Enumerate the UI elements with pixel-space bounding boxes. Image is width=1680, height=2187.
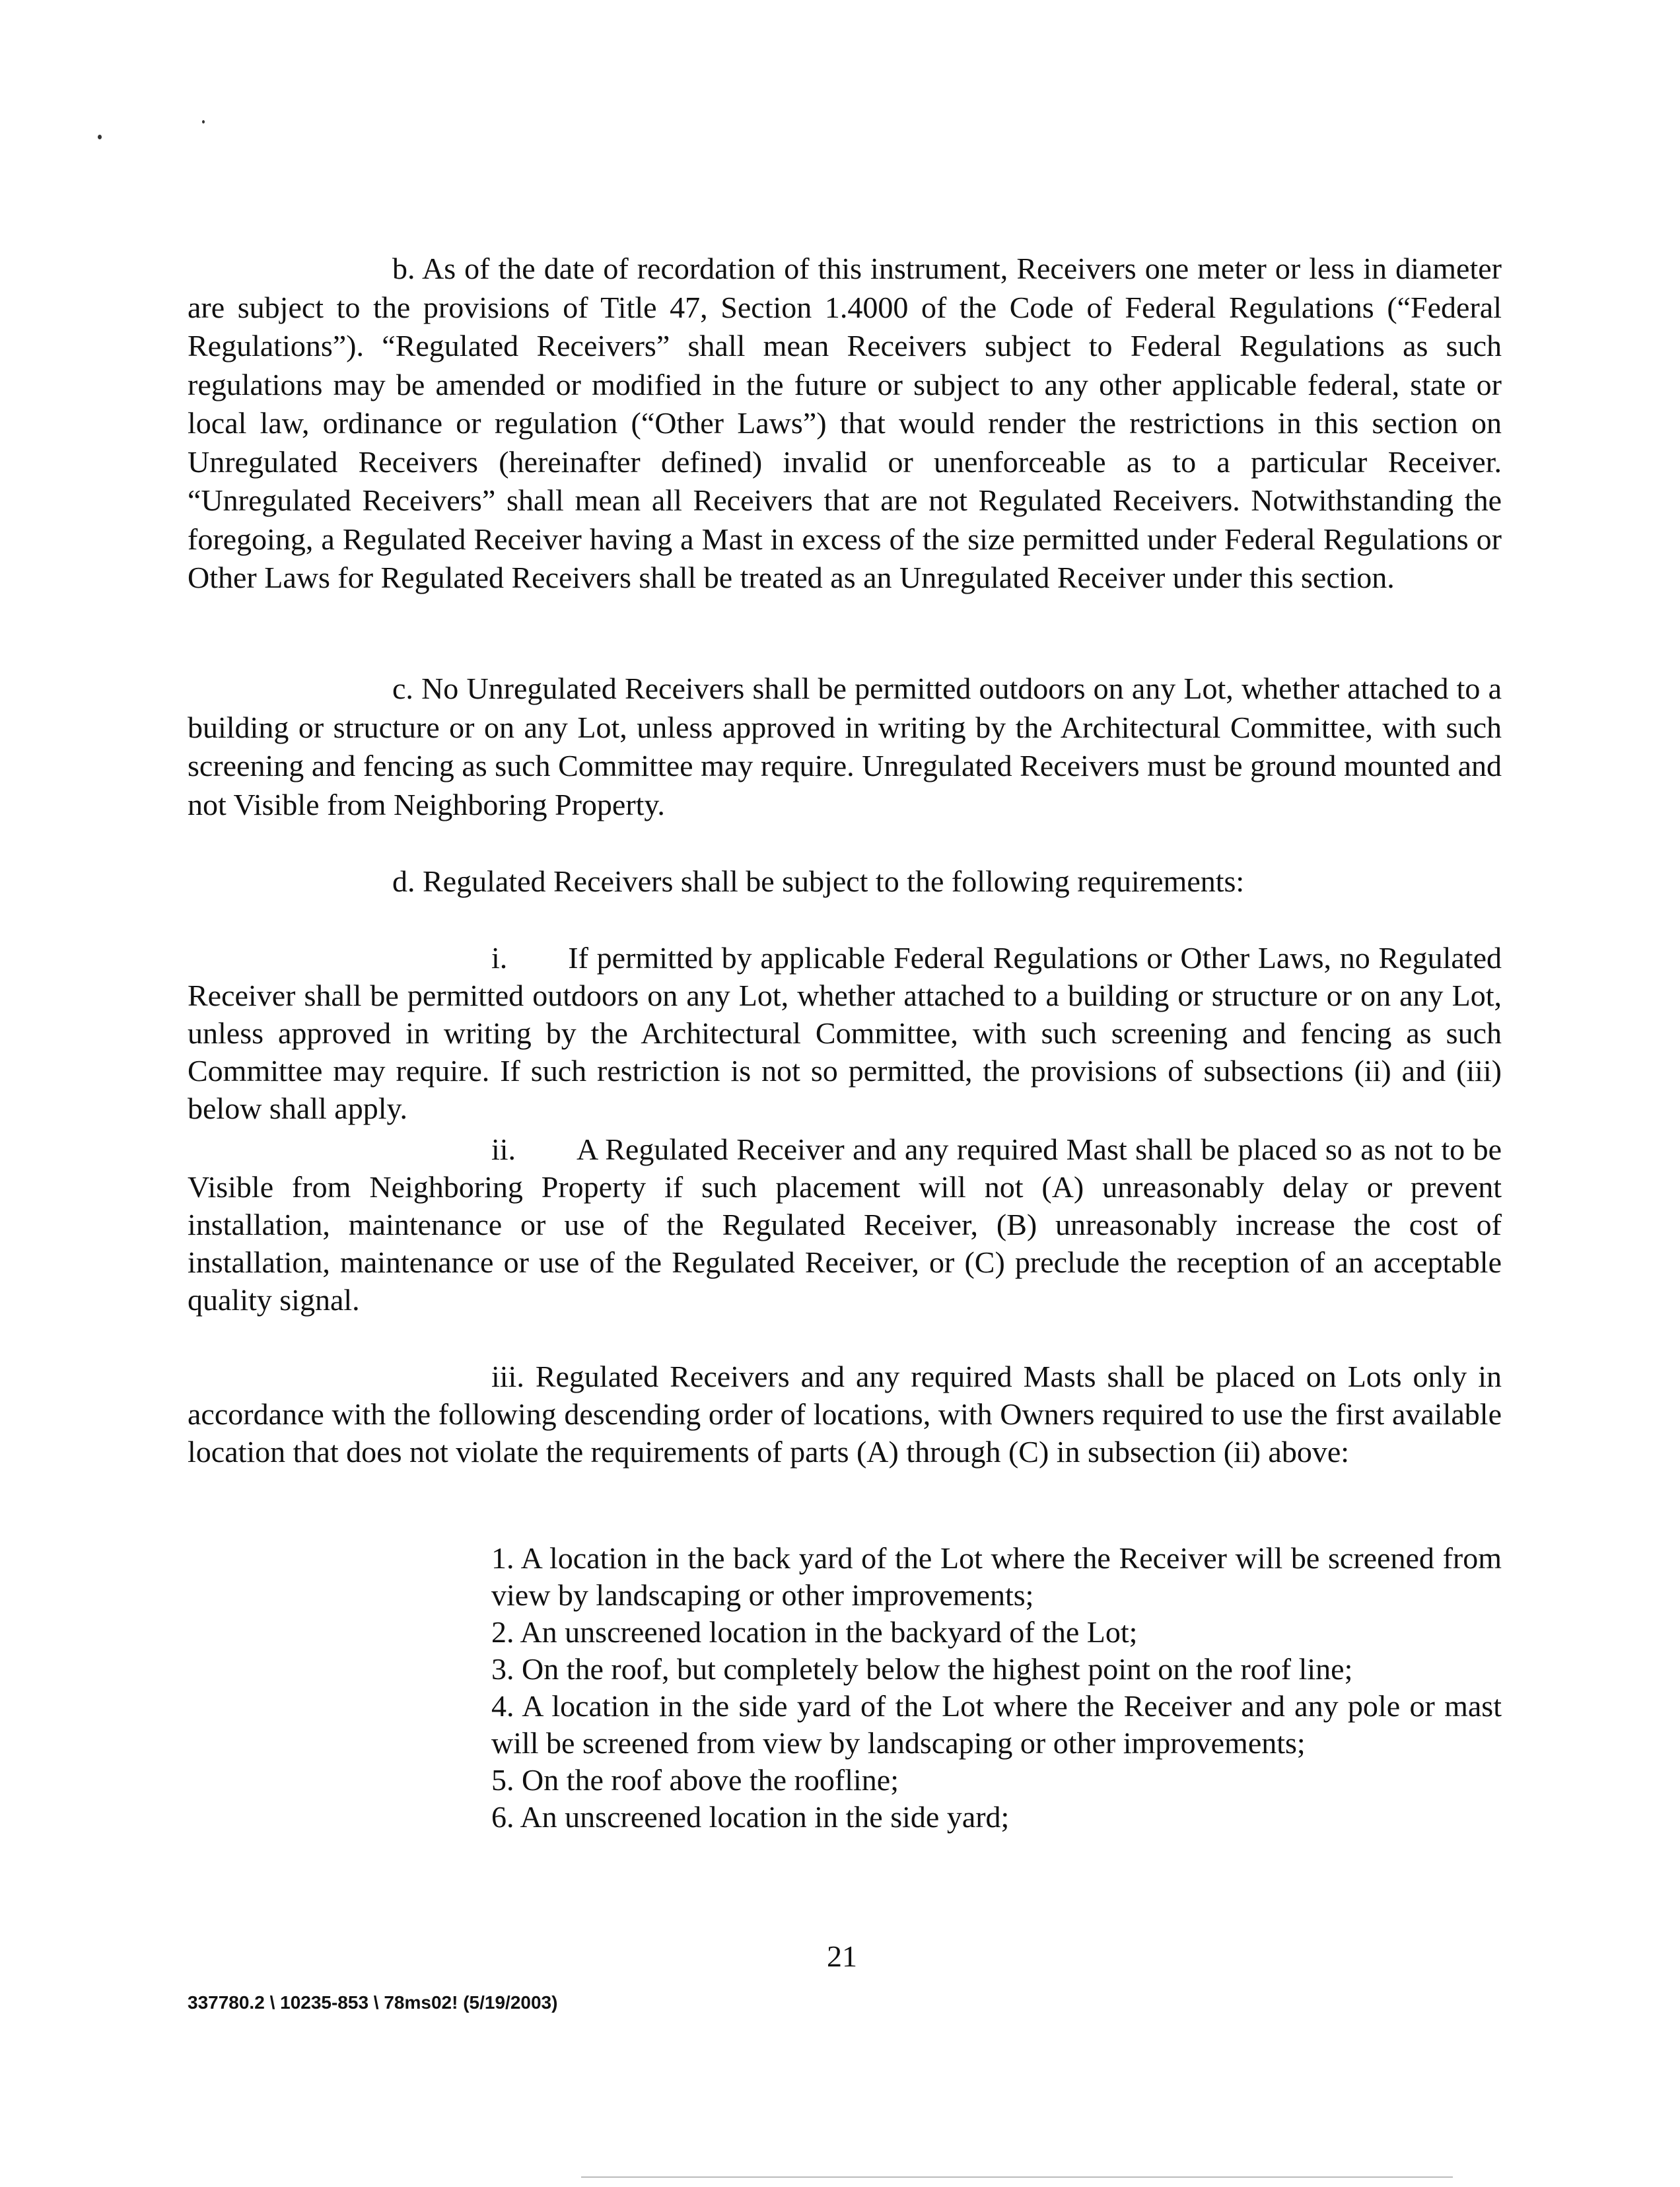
list-item: 4. A location in the side yard of the Lot where the Receiver and any pole or mast will be screened from view by landscaping or other improvements; (491, 1689, 1502, 1760)
scan-speck (98, 135, 102, 139)
page-number: 21 (827, 1939, 857, 1973)
paragraph-d: d. Regulated Receivers shall be subject to the following requirements: (392, 864, 1245, 898)
subsection-i: i. If permitted by applicable Federal Regulations or Other Laws, no Regulated Receiver shall be permitted outdoors on any Lot, whether attached to a building or structure or on any Lot, unless approved in writing by the Architectural Committee, with such screening and fencing as such Committee may require. If such restriction is not so permitted, the provisions of subsections (ii) and (iii) below shall apply. (188, 941, 1502, 1125)
list-item: 5. On the roof above the roofline; (491, 1763, 899, 1797)
location-list (491, 1540, 1502, 1836)
list-item: 3. On the roof, but completely below the highest point on the roof line; (491, 1652, 1353, 1686)
paragraph-b: b. As of the date of recordation of this instrument, Receivers one meter or less in diameter are subject to the provisions of Title 47, Section 1.4000 of the Code of Federal Regulations (“Federal Regulations”). “Regulated Receivers” shall mean Receivers subject to Federal Regulations as such regulations may be amended or modified in the future or subject to any other applicable federal, state or local law, ordinance or regulation (“Other Laws”) that would render the restrictions in this section on Unregulated Receivers (hereinafter defined) invalid or unenforceable as to a particular Receiver. “Unregulated Receivers” shall mean all Receivers that are not Regulated Receivers. Notwithstanding the foregoing, a Regulated Receiver having a Mast in excess of the size permitted under Federal Regulations or Other Laws for Regulated Receivers shall be treated as an Unregulated Receiver under this section. (188, 252, 1502, 594)
paragraph-c: c. No Unregulated Receivers shall be permitted outdoors on any Lot, whether attached to a building or structure or on any Lot, unless approved in writing by the Architectural Committee, with such screening and fencing as such Committee may require. Unregulated Receivers must be ground mounted and not Visible from Neighboring Property. (188, 672, 1502, 821)
subsection-ii: ii. A Regulated Receiver and any required Mast shall be placed so as not to be Visible from Neighboring Property if such placement will not (A) unreasonably delay or prevent installation, maintenance or use of the Regulated Receiver, (B) unreasonably increase the cost of installation, maintenance or use of the Regulated Receiver, or (C) preclude the reception of an acceptable quality signal. (188, 1132, 1502, 1317)
scan-speck (202, 120, 205, 123)
list-item: 6. An unscreened location in the side yard; (491, 1800, 1010, 1834)
list-item: 2. An unscreened location in the backyard of the Lot; (491, 1615, 1138, 1649)
list-item: 1. A location in the back yard of the Lot where the Receiver will be screened from view by landscaping or other improvements; (491, 1541, 1502, 1612)
subsection-iii: iii. Regulated Receivers and any required Masts shall be placed on Lots only in accordance with the following descending order of locations, with Owners required to use the first available location that does not violate the requirements of parts (A) through (C) in subsection (ii) above: (188, 1360, 1502, 1469)
bottom-rule (581, 2176, 1453, 2178)
document-id: 337780.2 \ 10235-853 \ 78ms02! (5/19/2003) (188, 1992, 558, 2013)
